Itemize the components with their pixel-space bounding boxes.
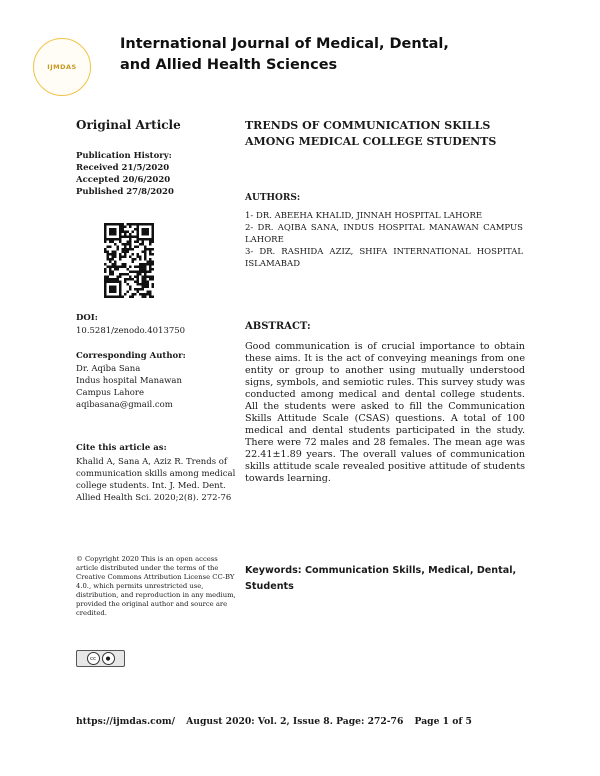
published-date: Published 27/8/2020: [76, 187, 174, 197]
footer-issue: August 2020: Vol. 2, Issue 8. Page: 272-76: [186, 716, 404, 727]
corresponding-author-name: Dr. Aqiba Sana: [76, 364, 141, 374]
accepted-date: Accepted 20/6/2020: [76, 175, 171, 185]
cc-icon: cc: [87, 652, 100, 665]
doi-link[interactable]: 10.5281/zenodo.4013750: [76, 326, 186, 336]
cc-license-badge[interactable]: [76, 650, 125, 667]
cite-label: Cite this article as:: [76, 443, 167, 453]
corresponding-author: [76, 363, 236, 411]
journal-logo: [33, 38, 91, 96]
abstract-text: Good communication is of crucial importance to obtain these aims. It is the act of conveying meanings from one entity or group to another using mutually understood signs, symbols, and semiotic rules. This survey study was conducted among medical and dental college students. All the students were asked to fill the Communication Skills Attitude Scale (CSAS) questions. A total of 100 medical and dental students participated in the study. There were 72 males and 28 females. The mean age was 22.41±1.89 years. The overall values of communication skills attitude scale revealed positive attitude of students towards learning.: [245, 341, 525, 484]
corresponding-author-label: Corresponding Author:: [76, 351, 186, 361]
by-icon: ●: [102, 652, 115, 665]
corresponding-author-email[interactable]: aqibasana@gmail.com: [76, 400, 173, 410]
article-title: TRENDS OF COMMUNICATION SKILLS AMONG MEDICAL COLLEGE STUDENTS: [245, 119, 497, 148]
publication-history-label: Publication History:: [76, 151, 172, 161]
author-item: 3- DR. RASHIDA AZIZ, SHIFA INTERNATIONAL HOSPITAL ISLAMABAD: [245, 247, 523, 269]
footer-page-number: Page 1 of 5: [414, 716, 472, 727]
abstract-label: ABSTRACT:: [245, 321, 311, 332]
received-date: Received 21/5/2020: [76, 163, 170, 173]
journal-title-line1: International Journal of Medical, Dental,: [120, 36, 449, 52]
publication-history: [76, 150, 226, 198]
page-footer: [76, 716, 480, 727]
journal-title-line2: and Allied Health Sciences: [120, 57, 338, 73]
journal-title: [120, 34, 500, 76]
footer-url[interactable]: https://ijmdas.com/: [76, 716, 175, 727]
copyright-notice: © Copyright 2020 This is an open access article distributed under the terms of the Creative Commons Attribution License CC-BY 4.0., which permits unrestricted use, distribution, and reproduction in any medium, provided the original author and source are credited.: [76, 555, 236, 617]
author-item: 2- DR. AQIBA SANA, INDUS HOSPITAL MANAWAN CAMPUS LAHORE: [245, 223, 523, 245]
corresponding-author-affiliation-2: Campus Lahore: [76, 388, 145, 398]
qr-code-icon[interactable]: [104, 223, 154, 298]
doi-label: DOI:: [76, 313, 98, 323]
keywords: Keywords: Communication Skills, Medical, Dental, Students: [245, 565, 517, 592]
authors-list: [245, 210, 523, 270]
citation-text: Khalid A, Sana A, Aziz R. Trends of communication skills among medical college students. Int. J. Med. Dent. Allied Health Sci. 2020;2(8). 272-76: [76, 457, 236, 503]
authors-label: AUTHORS:: [245, 193, 301, 203]
author-item: 1- DR. ABEEHA KHALID, JINNAH HOSPITAL LAHORE: [245, 211, 483, 221]
logo-text: IJMDAS: [47, 63, 77, 71]
corresponding-author-affiliation-1: Indus hospital Manawan: [76, 376, 182, 386]
article-type: Original Article: [76, 118, 181, 132]
